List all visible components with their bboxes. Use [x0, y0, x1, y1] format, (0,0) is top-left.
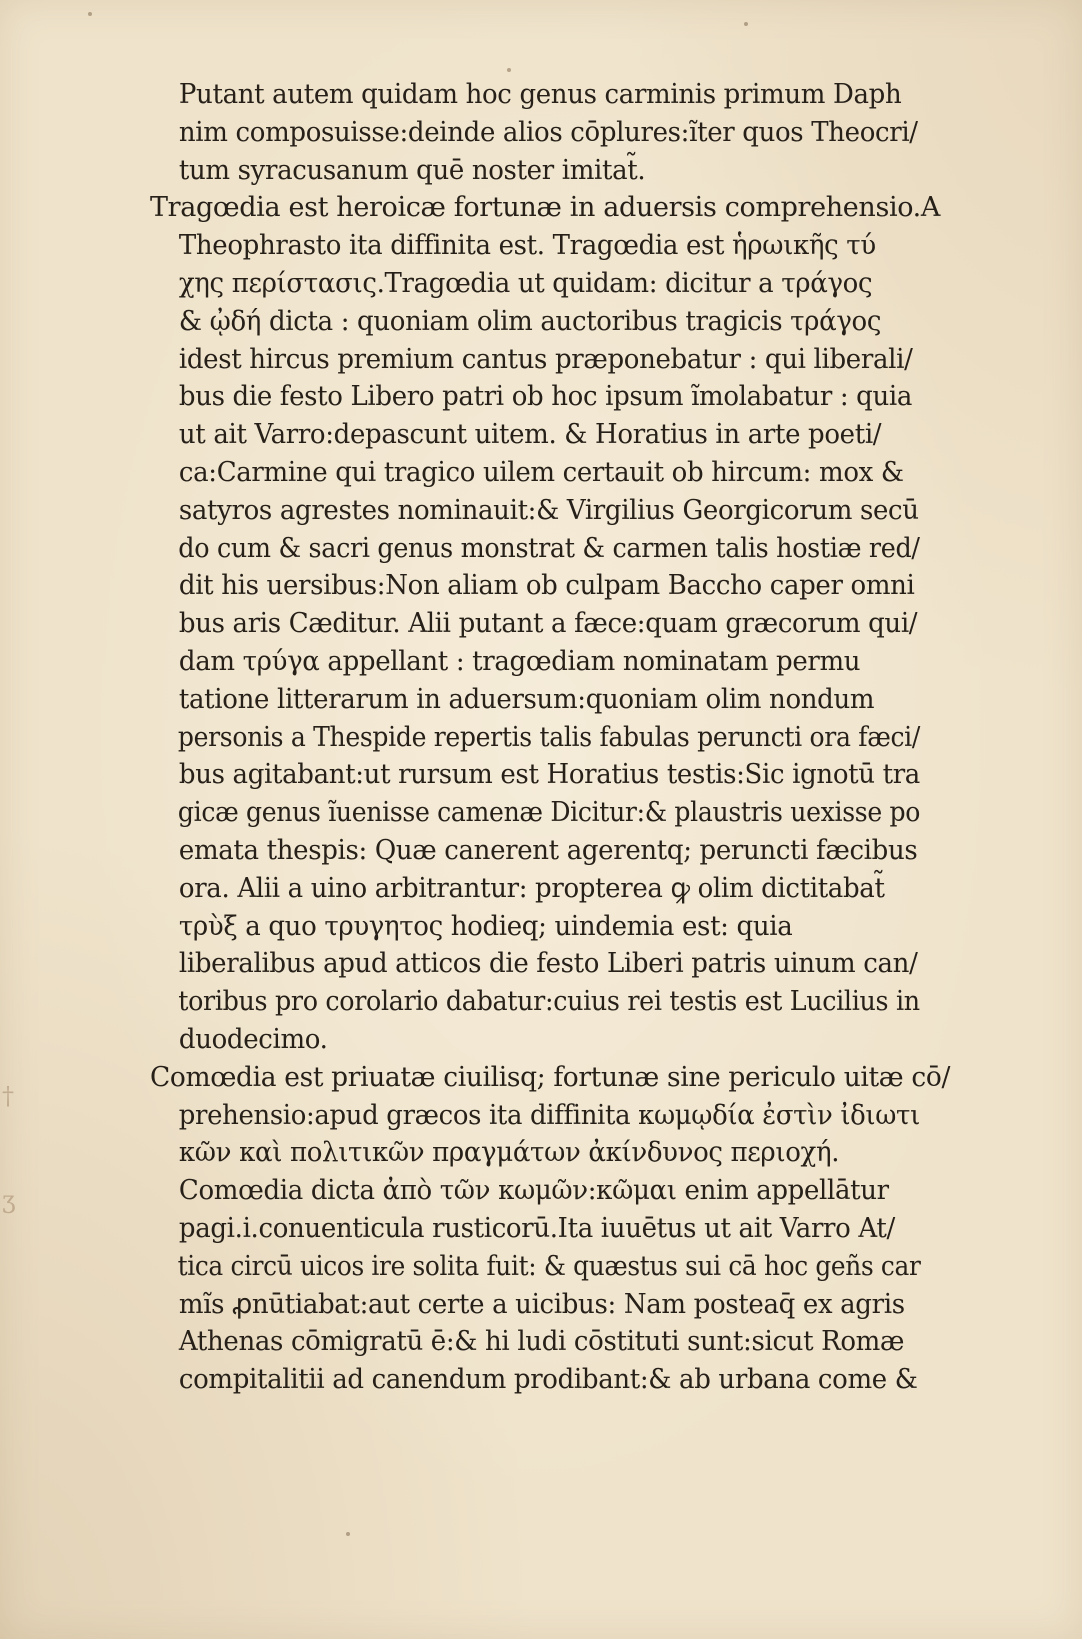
text-line: tica circū uicos ire solita fuit: & quæstus sui cā hoc geñs car [177, 1250, 921, 1282]
text-line: personis a Thespide repertis talis fabulas peruncti ora fæci/ [177, 721, 920, 753]
text-line: Putant autem quidam hoc genus carminis primum Daph [178, 79, 902, 110]
text-line: duodecimo. [178, 1023, 328, 1055]
text-line: idest hircus premium cantus præponebatur : qui liberali/ [178, 343, 913, 375]
text-line: do cum & sacri genus monstrat & carmen talis hostiæ red/ [178, 532, 920, 564]
text-line: κῶν καὶ πολιτικῶν πραγμάτων ἀκίνδυνος περιοχή. [178, 1137, 840, 1169]
text-line: ora. Alii a uino arbitrantur: propterea ꝙ olim dictitabat̃ [178, 872, 885, 904]
margin-mark: † [2, 1082, 14, 1110]
text-line: bus agitabant:ut rursum est Horatius testis:Sic ignotū tra [178, 759, 920, 791]
text-line: gicæ genus ĩuenisse camenæ Dicitur:& plaustris uexisse po [177, 797, 921, 829]
text-line: toribus pro corolario dabatur:cuius rei testis est Lucilius in [178, 986, 920, 1018]
text-line: compitalitii ad canendum prodibant:& ab urbana come & [178, 1364, 918, 1396]
text-line: nim composuisse:deinde alios cōplures:ĩter quos Theocri/ [178, 116, 918, 148]
text-line: dit his uersibus:Non aliam ob culpam Baccho caper omni [178, 570, 915, 602]
text-line: χης περίστασις.Tragœdia ut quidam: dicitur a τράγος [178, 267, 873, 299]
text-line: Theophrasto ita diffinita est. Tragœdia est ἡρωικῆς τύ [178, 230, 876, 262]
ink-speck [744, 22, 748, 26]
text-line: Comœdia dicta ἀπὸ τῶν κωμῶν:κῶμαι enim appellātur [178, 1175, 889, 1207]
text-line: & ᾠδή dicta : quoniam olim auctoribus tragicis τράγος [178, 305, 882, 337]
text-line: pagi.i.conuenticula rusticorū.Ita iuuētus ut ait Varro At/ [178, 1212, 895, 1244]
text-line: ut ait Varro:depascunt uitem. & Horatius in arte poeti/ [178, 419, 882, 451]
text-line: satyros agrestes nominauit:& Virgilius Georgicorum secū [178, 494, 919, 526]
margin-mark: ʒ [2, 1186, 16, 1214]
text-line: τρὺξ a quo τρυγητος hodieq; uindemia est: quia [178, 910, 793, 942]
text-line: emata thespis: Quæ canerent agerentq; peruncti fæcibus [178, 834, 918, 866]
text-line: mĩs ꝓnūtiabat:aut certe a uicibus: Nam posteaq̄ ex agris [178, 1288, 905, 1320]
text-line: bus die festo Libero patri ob hoc ipsum ĩmolabatur : quia [178, 381, 913, 413]
text-line: ca:Carmine qui tragico uilem certauit ob hircum: mox & [178, 456, 904, 488]
text-line: tatione litterarum in aduersum:quoniam olim nondum [178, 683, 875, 715]
text-line: prehensio:apud græcos ita diffinita κωμῳδία ἐστὶν ἰδιωτι [178, 1099, 920, 1131]
text-line: Athenas cōmigratū ē:& hi ludi cōstituti sunt:sicut Romæ [178, 1326, 905, 1358]
ink-speck [346, 1532, 350, 1536]
text-block [150, 76, 950, 1399]
text-line: bus aris Cæditur. Alii putant a fæce:quam græcorum qui/ [178, 608, 918, 640]
text-line: tum syracusanum quē noster imitat̃. [178, 154, 646, 186]
ink-speck [88, 12, 92, 16]
ink-speck [507, 68, 511, 72]
text-line: liberalibus apud atticos die festo Liberi patris uinum can/ [178, 948, 918, 980]
text-line: Tragœdia est heroicæ fortunæ in aduersis comprehensio.A [150, 192, 941, 224]
text-line: dam τρύγα appellant : tragœdiam nominatam permu [178, 645, 861, 677]
text-line: Comœdia est priuatæ ciuilisq; fortunæ sine periculo uitæ cō/ [150, 1061, 951, 1093]
